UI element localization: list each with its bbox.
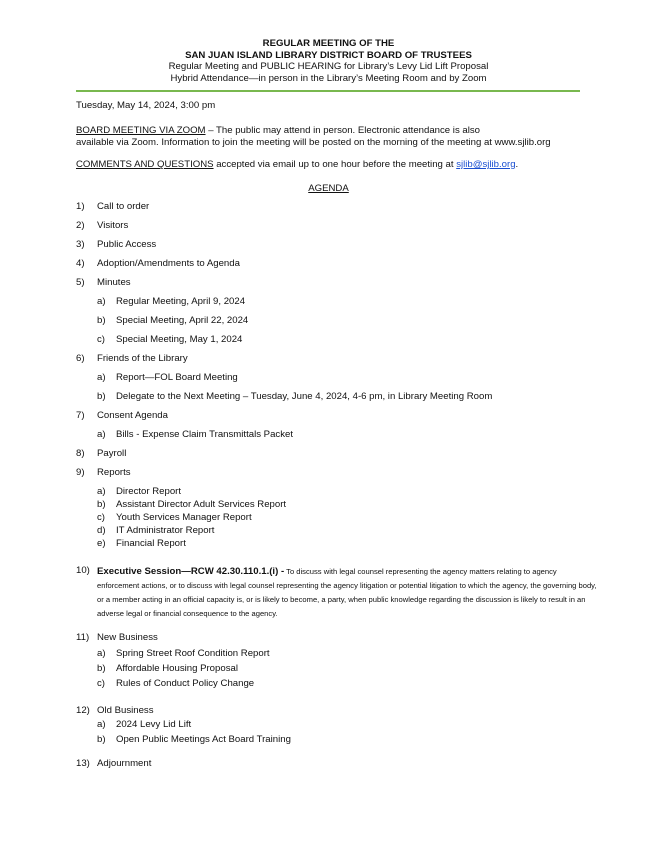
subitem-letter: a)	[97, 648, 106, 659]
header	[0, 38, 657, 84]
subitem-label: Spring Street Roof Condition Report	[116, 648, 270, 659]
subitem-label: Director Report	[116, 486, 182, 497]
item-number-11: 11)	[76, 632, 90, 643]
zoom-line-2: available via Zoom. Information to join the meeting will be posted on the morning of the meeting at www.sjlib.org	[76, 137, 551, 148]
subitem-letter: c)	[97, 512, 105, 523]
subitem-label: Report—FOL Board Meeting	[116, 372, 238, 383]
item-label-11: New Business	[97, 632, 158, 643]
subitem-letter: c)	[97, 678, 105, 689]
item-number-10: 10)	[76, 565, 90, 576]
item-label-8: Payroll	[97, 448, 127, 459]
header-line-2: SAN JUAN ISLAND LIBRARY DISTRICT BOARD OF TRUSTEES	[185, 49, 472, 61]
item-number-4: 4)	[76, 258, 85, 269]
item-label-10: Executive Session—RCW 42.30.110.1.(i) -	[97, 566, 285, 577]
email-link[interactable]: sjlib@sjlib.org	[456, 159, 516, 170]
item-number-13: 13)	[76, 758, 90, 769]
zoom-heading: BOARD MEETING VIA ZOOM	[76, 125, 206, 136]
subitem-label: Special Meeting, May 1, 2024	[116, 334, 243, 345]
subitem-letter: a)	[97, 372, 106, 383]
item-number-3: 3)	[76, 239, 85, 250]
item-label-13: Adjournment	[97, 758, 152, 769]
header-line-3: Regular Meeting and PUBLIC HEARING for Library’s Levy Lid Lift Proposal	[168, 61, 489, 72]
header-line-4: Hybrid Attendance—in person in the Library’s Meeting Room and by Zoom	[170, 72, 487, 84]
item-label-9: Reports	[97, 467, 131, 478]
item-number-2: 2)	[76, 220, 85, 231]
item-label-4: Adoption/Amendments to Agenda	[97, 258, 240, 269]
item-label-5: Minutes	[97, 277, 131, 288]
comments-line	[76, 159, 518, 171]
header-divider	[76, 90, 580, 92]
comments-end: .	[515, 159, 519, 170]
subitem-letter: e)	[97, 538, 106, 549]
item-number-5: 5)	[76, 277, 85, 288]
item-label-3: Public Access	[97, 239, 157, 250]
item-number-9: 9)	[76, 467, 85, 478]
subitem-letter: a)	[97, 296, 106, 307]
header-line-1: REGULAR MEETING OF THE	[262, 38, 395, 49]
comments-text: accepted via email up to one hour before the meeting at	[213, 159, 457, 170]
subitem-letter: a)	[97, 719, 106, 730]
subitem-letter: b)	[97, 315, 106, 326]
subitem-label: Delegate to the Next Meeting – Tuesday, June 4, 2024, 4-6 pm, in Library Meeting Room	[116, 391, 493, 402]
comments-heading: COMMENTS AND QUESTIONS	[76, 159, 214, 170]
subitem-letter: b)	[97, 499, 106, 510]
item-number-12: 12)	[76, 705, 90, 716]
item-label-6: Friends of the Library	[97, 353, 188, 364]
subitem-letter: c)	[97, 334, 105, 345]
subitem-letter: d)	[97, 525, 106, 536]
zoom-text: – The public may attend in person. Electronic attendance is also	[205, 125, 481, 136]
subitem-letter: b)	[97, 663, 106, 674]
item-number-6: 6)	[76, 353, 85, 364]
item-label-1: Call to order	[97, 201, 150, 212]
item-label-2: Visitors	[97, 220, 129, 231]
subitem-label: Special Meeting, April 22, 2024	[116, 315, 249, 326]
subitem-letter: a)	[97, 486, 106, 497]
subitem-letter: b)	[97, 734, 106, 745]
subitem-label: Assistant Director Adult Services Report	[116, 499, 287, 510]
agenda-title: AGENDA	[308, 183, 349, 194]
item-label-12: Old Business	[97, 705, 154, 716]
executive-session-description: To discuss with legal counsel representing the agency matters relating to agency enforcement actions, or to discuss with legal counsel representing the agency litigation or potential litigation to which the agency, the governing body, or a member acting in an official capacity is, or is likely to become, a party, when public knowledge regarding the discussion is likely to result in an adverse legal or financial consequence to the agency.	[97, 567, 597, 618]
item-number: 1)	[76, 201, 85, 212]
subitem-letter: a)	[97, 429, 106, 440]
subitem-label: Financial Report	[116, 538, 186, 549]
subitem-label: Youth Services Manager Report	[116, 512, 252, 523]
item-number-8: 8)	[76, 448, 85, 459]
subitem-label: Rules of Conduct Policy Change	[116, 678, 255, 689]
subitem-label: IT Administrator Report	[116, 525, 215, 536]
item-number-7: 7)	[76, 410, 85, 421]
subitem-label: Open Public Meetings Act Board Training	[116, 734, 291, 745]
subitem-label: Affordable Housing Proposal	[116, 663, 238, 674]
executive-session	[97, 565, 597, 621]
zoom-line-1	[76, 125, 480, 137]
item-label-7: Consent Agenda	[97, 410, 168, 421]
subitem-letter: b)	[97, 391, 106, 402]
date-line: Tuesday, May 14, 2024, 3:00 pm	[76, 100, 216, 111]
subitem-label: 2024 Levy Lid Lift	[116, 719, 192, 730]
subitem-label: Regular Meeting, April 9, 2024	[116, 296, 246, 307]
subitem-label: Bills - Expense Claim Transmittals Packet	[116, 429, 294, 440]
